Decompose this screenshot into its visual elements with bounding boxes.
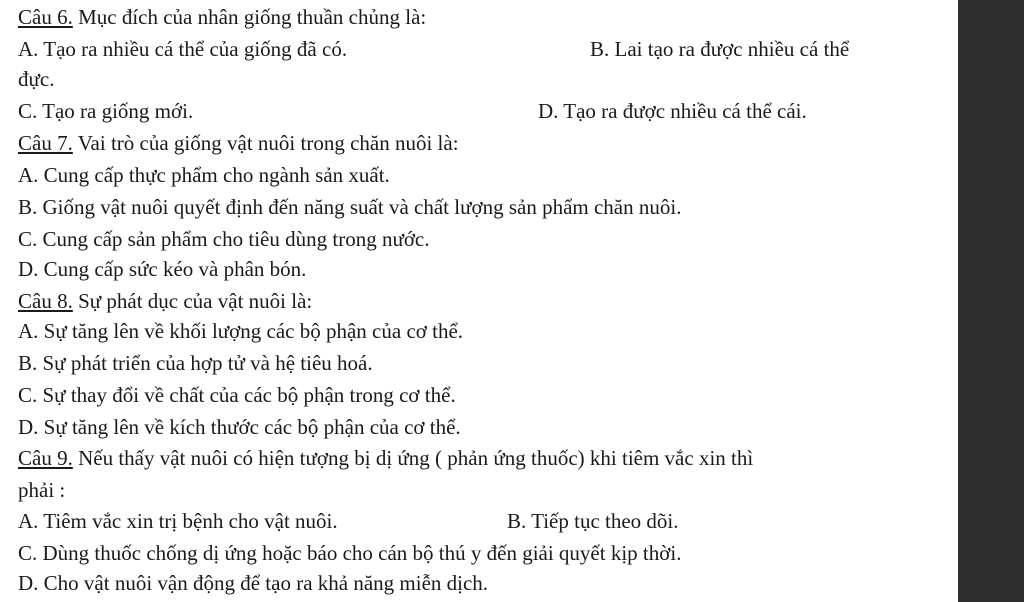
- question-7-option-c: C. Cung cấp sản phẩm cho tiêu dùng trong nước.: [18, 227, 430, 251]
- question-6-option-d: D. Tạo ra được nhiều cá thể cái.: [538, 99, 807, 123]
- question-8-text: Sự phát dục của vật nuôi là:: [72, 289, 313, 313]
- question-8-option-d: D. Sự tăng lên về kích thước các bộ phận của cơ thể.: [18, 415, 461, 439]
- question-8-option-b: B. Sự phát triển của hợp tử và hệ tiêu hoá.: [18, 351, 373, 375]
- question-6-option-b-continued: đực.: [18, 67, 55, 91]
- question-7-stem: [18, 130, 459, 156]
- question-8-option-a: A. Sự tăng lên về khối lượng các bộ phận của cơ thể.: [18, 319, 464, 343]
- question-9-option-b: B. Tiếp tục theo dõi.: [507, 509, 679, 533]
- question-6-stem: [18, 4, 426, 30]
- question-7-option-d: D. Cung cấp sức kéo và phân bón.: [18, 257, 307, 281]
- question-9-stem: [18, 445, 753, 471]
- question-9-option-c: C. Dùng thuốc chống dị ứng hoặc báo cho cán bộ thú y đến giải quyết kịp thời.: [18, 541, 682, 565]
- dark-background-strip: [958, 0, 1024, 602]
- question-7-label: Câu 7.: [18, 131, 73, 155]
- question-9-option-d: D. Cho vật nuôi vận động để tạo ra khả năng miễn dịch.: [18, 571, 489, 595]
- question-9-label: Câu 9.: [18, 446, 73, 470]
- question-9-option-row-1: [18, 508, 679, 534]
- question-6-option-row-1: [18, 36, 850, 62]
- question-6-label: Câu 6.: [18, 5, 73, 29]
- question-7-option-a: A. Cung cấp thực phẩm cho ngành sản xuất.: [18, 163, 390, 187]
- question-9-stem-continued: phải :: [18, 478, 66, 502]
- question-8-label: Câu 8.: [18, 289, 73, 313]
- question-9-text: Nếu thấy vật nuôi có hiện tượng bị dị ứng ( phản ứng thuốc) khi tiêm vắc xin thì: [72, 446, 754, 470]
- question-6-text: Mục đích của nhân giống thuần chủng là:: [72, 5, 427, 29]
- question-8-option-c: C. Sự thay đổi về chất của các bộ phận trong cơ thể.: [18, 383, 456, 407]
- question-7-text: Vai trò của giống vật nuôi trong chăn nuôi là:: [72, 131, 459, 155]
- question-6-option-c: C. Tạo ra giống mới.: [18, 99, 194, 123]
- question-6-option-row-2: [18, 98, 807, 124]
- question-6-option-a: A. Tạo ra nhiều cá thể của giống đã có.: [18, 37, 348, 61]
- question-7-option-b: B. Giống vật nuôi quyết định đến năng suất và chất lượng sản phẩm chăn nuôi.: [18, 195, 682, 219]
- question-6-option-b: B. Lai tạo ra được nhiều cá thể: [590, 37, 850, 61]
- question-8-stem: [18, 288, 312, 314]
- question-9-option-a: A. Tiêm vắc xin trị bệnh cho vật nuôi.: [18, 509, 338, 533]
